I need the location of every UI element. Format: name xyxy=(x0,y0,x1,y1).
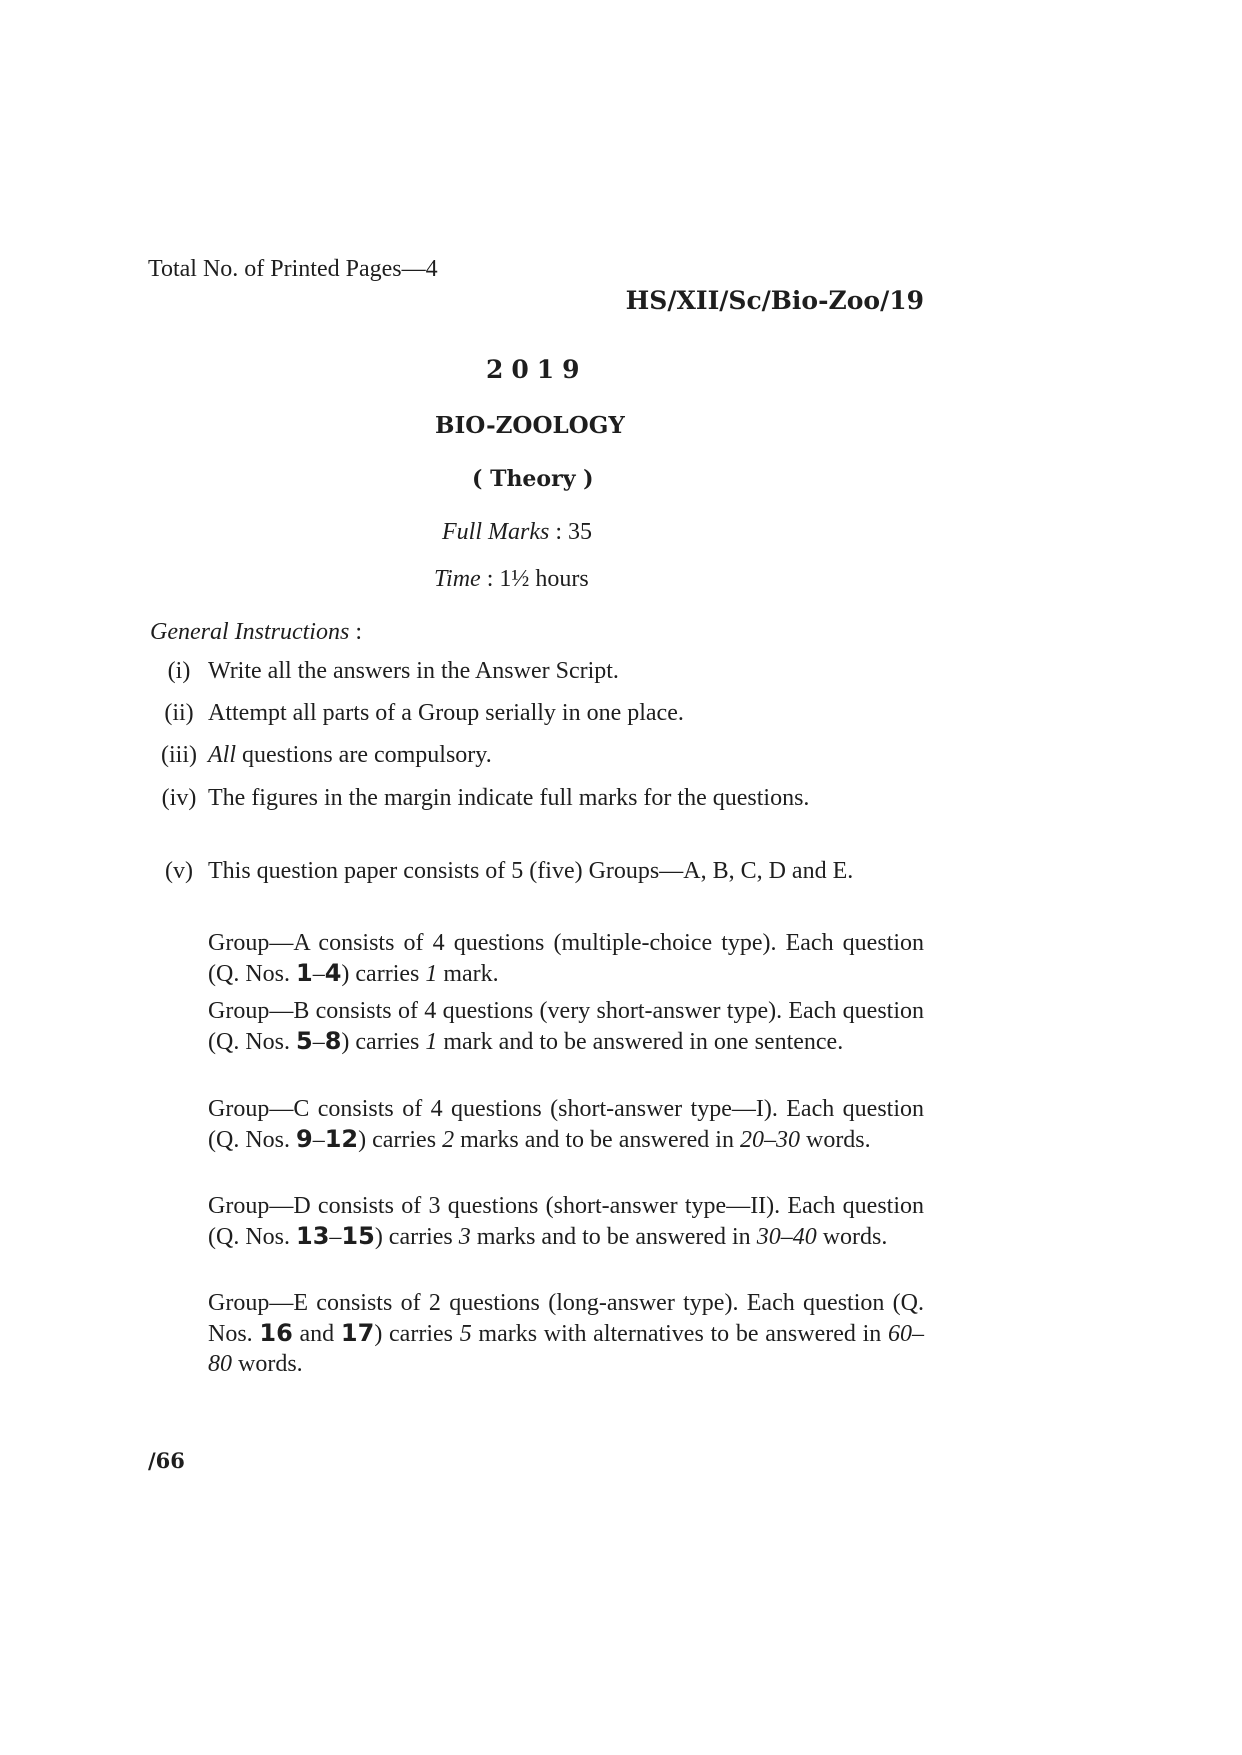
question-number: 5 xyxy=(296,1027,313,1055)
marks-value: 1 xyxy=(425,1029,438,1055)
general-instructions-heading xyxy=(150,619,362,646)
instruction-item xyxy=(150,856,924,886)
instruction-number: (ii) xyxy=(164,700,194,726)
group-text: ) carries xyxy=(374,1321,460,1347)
question-number: 15 xyxy=(341,1222,375,1250)
word-range: 20–30 xyxy=(739,1127,800,1153)
group-text: Group—D consists of 3 questions (short-answer type—II). Each question (Q. Nos. xyxy=(208,1193,924,1250)
group-text: ) carries xyxy=(358,1127,443,1153)
group-c-description xyxy=(208,1094,924,1155)
page-footer-code: /66 xyxy=(148,1448,185,1473)
instruction-text: This question paper consists of 5 (five) Groups—A, B, C, D and E. xyxy=(208,858,854,884)
question-number: 12 xyxy=(324,1125,359,1153)
instruction-item xyxy=(150,740,924,770)
subject-title: BIO-ZOOLOGY xyxy=(435,412,625,439)
group-text: Group—B consists of 4 questions (very short-answer type). Each question (Q. Nos. xyxy=(208,998,924,1055)
word-range: 60–80 xyxy=(208,1321,925,1377)
full-marks-label: Full Marks xyxy=(442,519,550,545)
heading-colon: : xyxy=(349,619,362,645)
instruction-item xyxy=(150,783,924,813)
range-dash: – xyxy=(312,1029,325,1055)
group-text: Group—C consists of 4 questions (short-answer type—I). Each question (Q. Nos. xyxy=(208,1096,924,1153)
marks-value: 5 xyxy=(459,1321,472,1347)
instruction-rest: questions are compulsory. xyxy=(236,742,492,768)
group-text: ) carries xyxy=(341,1029,426,1055)
range-dash: – xyxy=(312,1127,325,1153)
question-number: 9 xyxy=(296,1125,313,1153)
group-text: marks and to be answered in xyxy=(454,1127,740,1153)
group-text: marks and to be answered in xyxy=(470,1224,757,1250)
instruction-text: Attempt all parts of a Group serially in one place. xyxy=(208,700,684,726)
general-instructions-label: General Instructions xyxy=(150,619,350,645)
group-text: and xyxy=(292,1321,341,1347)
range-dash: – xyxy=(329,1224,342,1250)
instruction-number: (i) xyxy=(167,658,191,684)
group-text: words. xyxy=(799,1127,871,1153)
instruction-text: The figures in the margin indicate full marks for the questions. xyxy=(208,785,810,811)
marks-value: 3 xyxy=(458,1224,471,1250)
question-number: 8 xyxy=(324,1027,342,1055)
instruction-number: (iii) xyxy=(161,742,197,768)
time-value: : 1½ hours xyxy=(480,566,589,592)
group-text: words. xyxy=(816,1224,888,1250)
exam-year: 2019 xyxy=(486,355,588,384)
group-text: marks with alternatives to be answered in xyxy=(471,1321,889,1347)
group-text: Group—E consists of 2 questions (long-answer type). Each question (Q. Nos. xyxy=(208,1290,924,1347)
instruction-number: (v) xyxy=(165,858,193,884)
paper-type: ( Theory ) xyxy=(472,466,594,492)
instruction-text: Write all the answers in the Answer Script. xyxy=(208,658,619,684)
question-number: 4 xyxy=(324,959,342,987)
exam-time xyxy=(434,566,589,593)
group-text: mark. xyxy=(437,961,499,987)
time-label: Time xyxy=(434,566,481,592)
word-range: 30–40 xyxy=(756,1224,817,1250)
group-a-description xyxy=(208,928,924,989)
question-number: 13 xyxy=(296,1222,330,1250)
group-text: ) carries xyxy=(341,961,426,987)
paper-code: HS/XII/Sc/Bio-Zoo/19 xyxy=(625,286,924,315)
question-number: 1 xyxy=(296,959,313,987)
instruction-item xyxy=(150,698,924,728)
group-d-description xyxy=(208,1191,924,1252)
marks-value: 2 xyxy=(442,1127,455,1153)
group-text: mark and to be answered in one sentence. xyxy=(437,1029,844,1055)
instruction-text xyxy=(208,740,924,770)
question-number: 17 xyxy=(340,1319,375,1347)
total-printed-pages: Total No. of Printed Pages—4 xyxy=(148,256,438,282)
instruction-item xyxy=(150,656,924,686)
group-text: Group—A consists of 4 questions (multiple-choice type). Each question (Q. Nos. xyxy=(208,930,924,987)
instruction-number: (iv) xyxy=(161,785,197,811)
question-number: 16 xyxy=(259,1319,293,1347)
group-text: ) carries xyxy=(374,1224,459,1250)
marks-value: 1 xyxy=(425,961,438,987)
full-marks-value: : 35 xyxy=(549,519,592,545)
instruction-emphasis: All xyxy=(208,742,236,768)
full-marks xyxy=(442,519,592,546)
group-text: words. xyxy=(232,1351,303,1377)
group-b-description xyxy=(208,996,924,1057)
group-e-description xyxy=(208,1288,924,1379)
range-dash: – xyxy=(312,961,325,987)
